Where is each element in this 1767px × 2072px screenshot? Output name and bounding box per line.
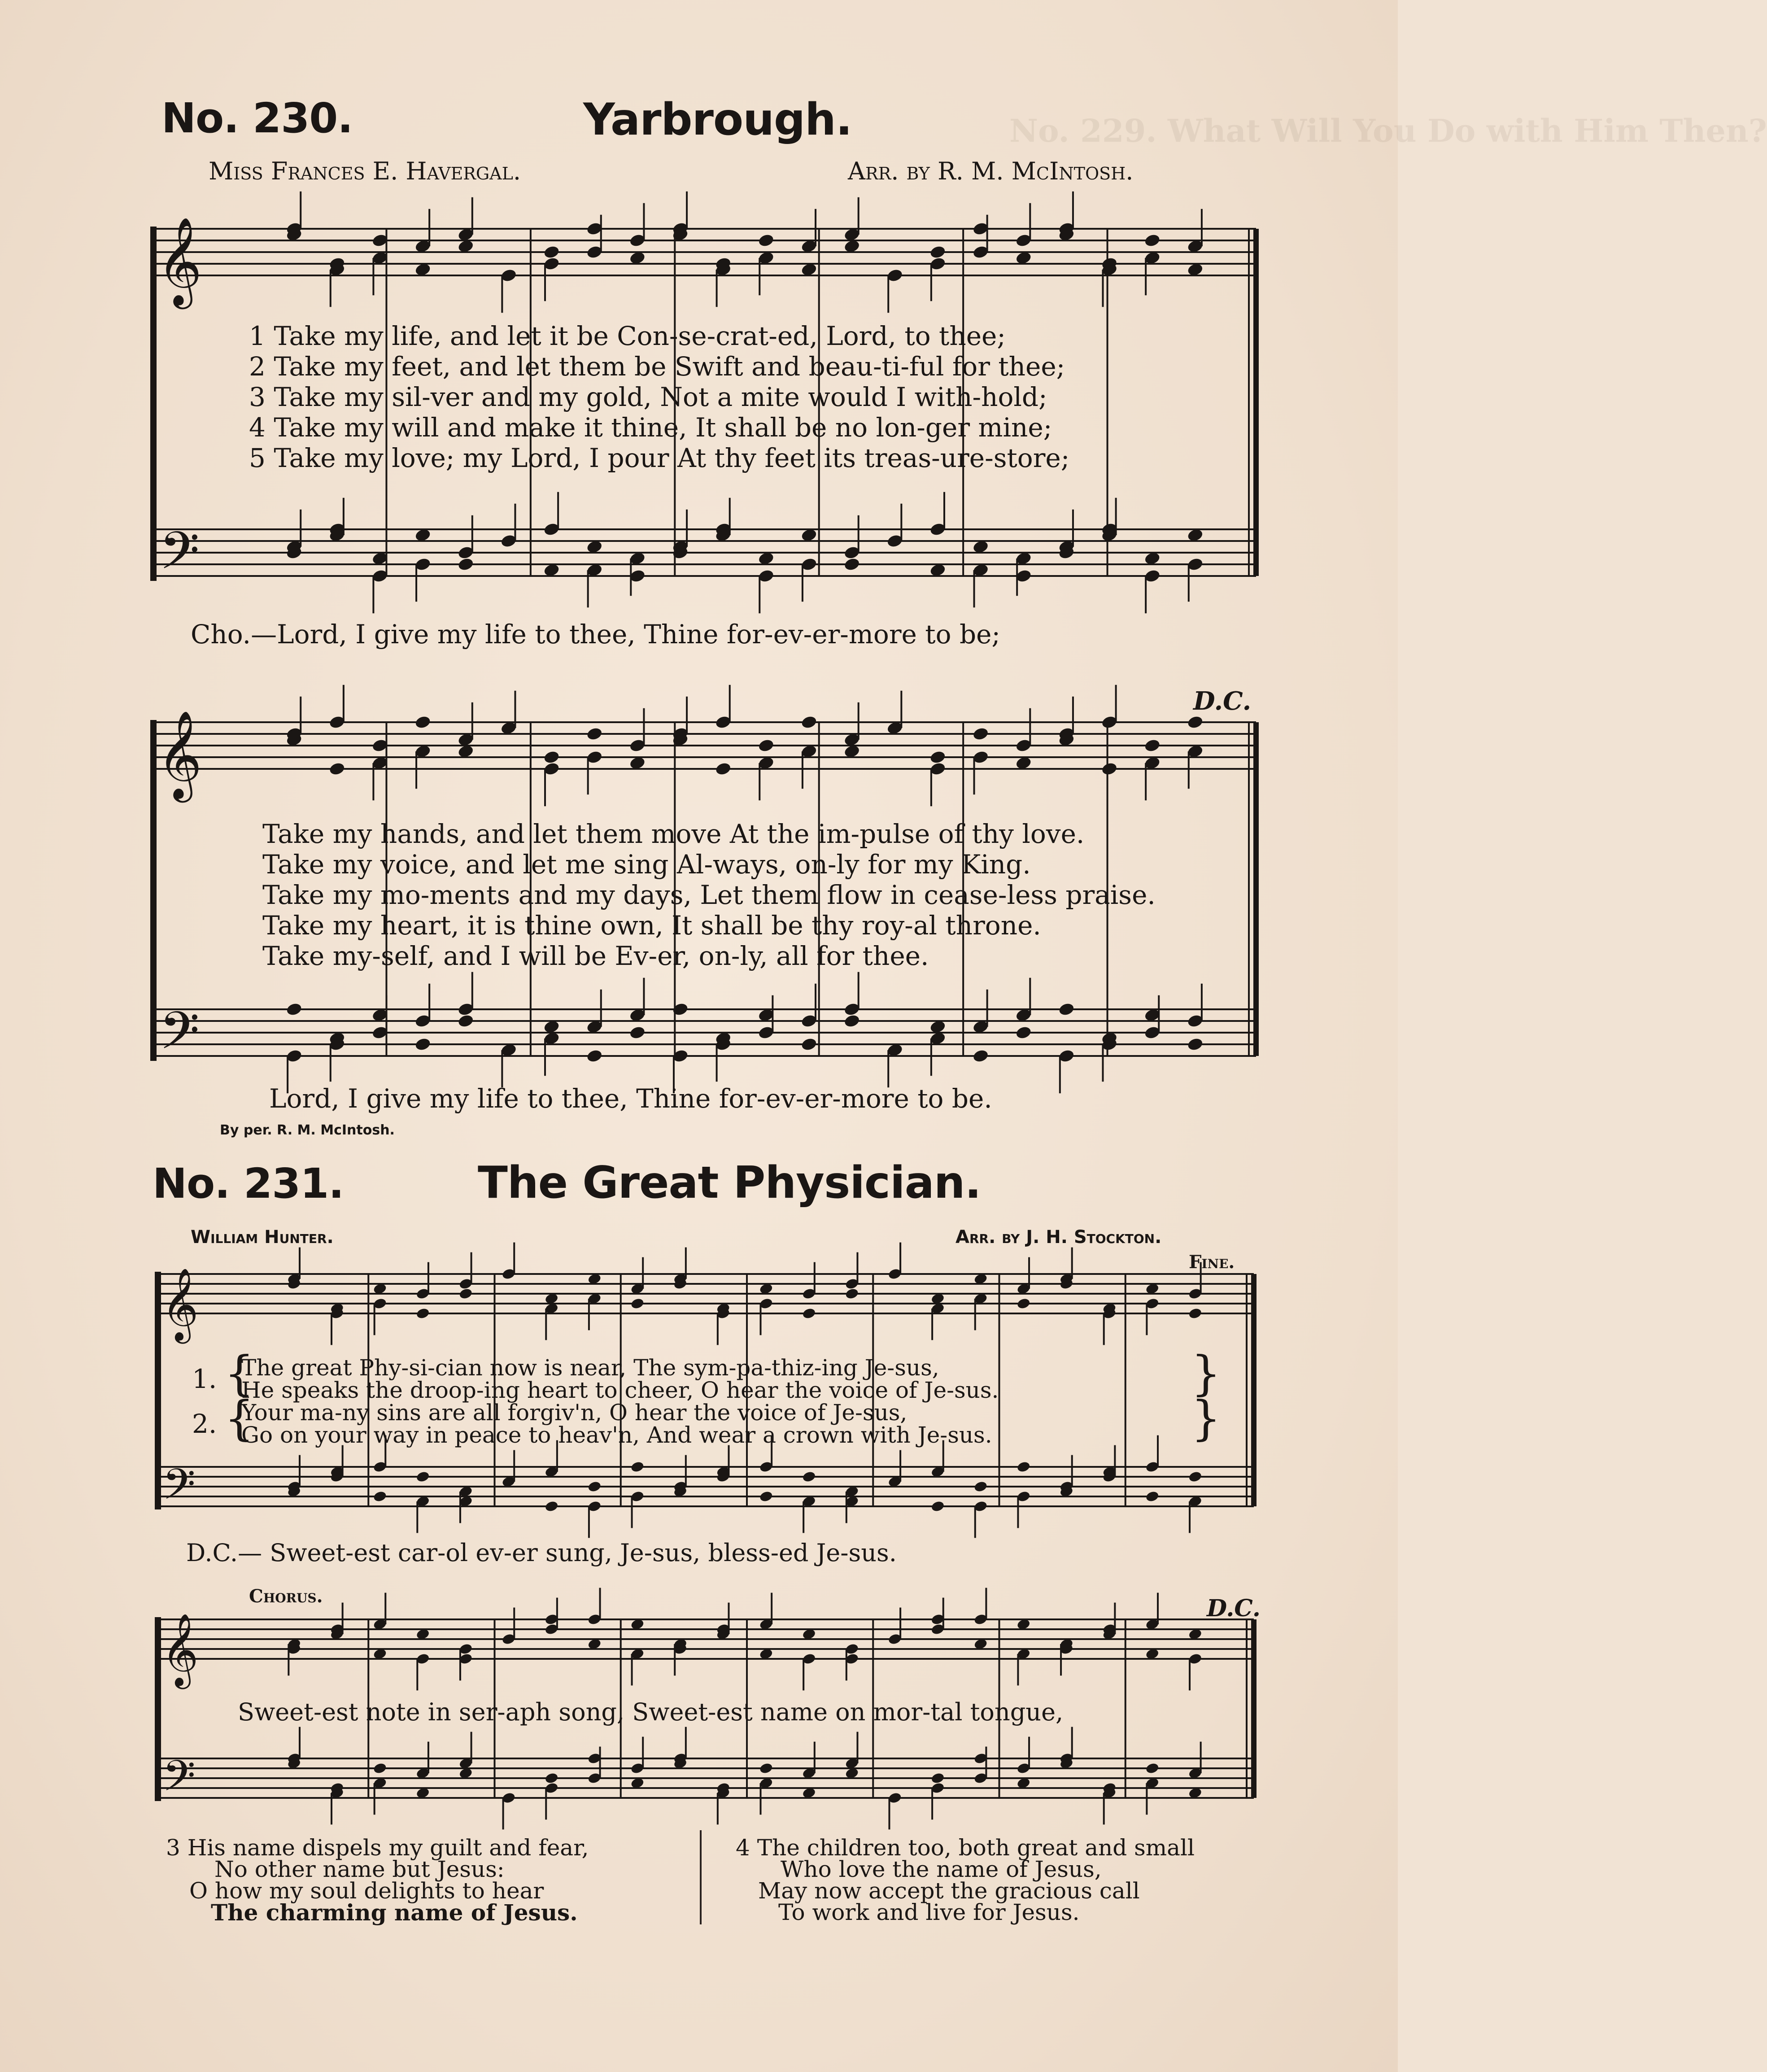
chorus-line: Cho.—Lord, I give my life to thee, Thine for-ev-er-more to be; [191,619,1000,650]
chorus-line: Lord, I give my life to thee, Thine for-ev-er-more to be. [269,1083,992,1114]
note-head [630,1461,645,1473]
note-head [373,1762,387,1775]
note-head [715,761,732,776]
note-head [1017,1461,1031,1473]
treble-clef: 𝄞 [161,1613,199,1686]
lyric-line: Take my hands, and let them move At the im-pulse of thy love. [262,819,1085,849]
dc-line: D.C.— Sweet-est car-ol ev-er sung, Je-sus, bless-ed Je-sus. [186,1539,897,1567]
note-head [1144,233,1161,248]
permission-note: By per. R. M. McIntosh. [220,1122,395,1138]
lyric-line: Take my mo-ments and my days, Let them flow in cease-less praise. [262,880,1156,910]
stanza-3-line: 3 His name dispels my guilt and fear, [166,1835,589,1861]
note-head [629,1025,646,1040]
note-head [930,1500,945,1513]
verse-brace: { [224,1391,254,1446]
note-head [1145,1762,1159,1775]
lyric-line: Take my-self, and I will be Ev-er, on-ly, all for thee. [262,941,929,971]
lyric-line: Take my heart, it is thine own, It shall be thy roy-al throne. [262,910,1041,941]
note-head [587,1480,602,1493]
bass-clef: 𝄢 [159,521,200,594]
lyric-line: 1 Take my life, and let it be Con-se-crat-ed, Lord, to thee; [249,321,1006,351]
dc-marking: D.C. [1207,1595,1261,1622]
note-head [1017,1297,1031,1310]
chorus-line: Sweet-est note in ser-aph song, Sweet-est name on mor-tal tongue, [238,1698,1064,1726]
note-head [1187,1037,1204,1051]
lyric-line: Go on your way in peace to heav'n, And wear a crown with Je-sus. [241,1422,992,1448]
note-head [800,715,817,729]
stanza-4-line: To work and live for Jesus. [778,1899,1080,1925]
note-head [843,557,860,571]
note-head [845,1287,859,1300]
note-head [543,244,560,259]
note-head [373,1490,387,1503]
note-head [1058,1002,1075,1016]
note-head [457,1013,474,1028]
note-head [457,557,474,571]
stanza-3-line: The charming name of Jesus. [211,1899,578,1926]
note-head [802,1307,816,1320]
stanza-4-line: Who love the name of Jesus, [781,1856,1102,1882]
lyric-line: 4 Take my will and make it thine, It shall be no lon-ger mine; [249,412,1052,443]
note-head [973,1480,988,1493]
verse-brace: { [224,1346,254,1401]
note-head [586,726,603,741]
verse-number: 1. [192,1364,217,1394]
treble-clef: 𝄞 [157,710,202,799]
hymn-230-arranger: Arr. by R. M. McIntosh. [848,157,1134,185]
chorus-label: Chorus. [249,1586,323,1607]
hymn-230-title: Yarbrough. [583,94,852,145]
stanza-3-line: No other name but Jesus: [214,1856,505,1882]
note-head [328,761,345,776]
note-head [929,750,946,764]
stanza-3-line: O how my soul delights to hear [189,1878,544,1904]
fine-marking: Fine. [1189,1252,1235,1273]
dc-marking: D.C. [1193,686,1252,716]
bass-clef: 𝄢 [162,1751,196,1811]
note-head [758,738,775,753]
lyric-line: Take my voice, and let me sing Al-ways, on-ly for my King. [262,849,1031,880]
lyric-line: 5 Take my love; my Lord, I pour At thy feet its treas-ure-store; [249,443,1070,473]
bass-clef: 𝄢 [159,1001,200,1074]
lyric-line: He speaks the droop-ing heart to cheer, O hear the voice of Je-sus. [241,1377,999,1403]
note-head [586,1048,603,1063]
verse-brace: } [1191,1346,1221,1401]
stanza-4-line: 4 The children too, both great and small [736,1835,1195,1861]
note-head [930,1772,945,1784]
note-head [759,1490,773,1503]
lyric-line: 3 Take my sil-ver and my gold, Not a mite would I with-hold; [249,382,1047,412]
note-head [1187,715,1204,729]
note-head [544,1500,558,1513]
treble-clef: 𝄞 [157,217,202,305]
note-head [972,1048,989,1063]
hymn-231-title: The Great Physician. [478,1157,981,1208]
verse-brace: } [1191,1391,1221,1446]
note-head [802,1470,816,1483]
note-head [843,1013,860,1028]
lyric-line: The great Phy-si-cian now is near, The sym-pa-thiz-ing Je-sus, [241,1355,939,1381]
treble-clef: 𝄞 [161,1268,199,1341]
note-head [458,1287,473,1300]
hymn-230-author: Miss Frances E. Havergal. [209,157,521,185]
stanza-4-line: May now accept the gracious call [758,1878,1140,1904]
hymn-231-author: William Hunter. [191,1227,334,1248]
note-head [758,233,775,248]
hymn-231-number: No. 231. [153,1160,344,1208]
note-head [286,1002,303,1016]
note-head [1188,1470,1202,1483]
note-head [543,750,560,764]
stanza-divider [700,1830,702,1924]
bass-clef: 𝄢 [162,1460,196,1520]
note-head [759,1762,773,1775]
note-head [1101,761,1118,776]
hymn-230-number: No. 230. [161,94,353,142]
note-head [544,1772,558,1784]
note-head [972,726,989,741]
note-head [929,244,946,259]
verse-number: 2. [192,1409,217,1439]
note-head [415,1307,430,1320]
note-head [1144,738,1161,753]
note-head [800,1037,817,1051]
note-head [1015,1025,1032,1040]
note-head [630,1297,645,1310]
note-head [414,1037,431,1051]
hymn-231-arranger: Arr. by J. H. Stockton. [955,1227,1162,1248]
lyric-line: 2 Take my feet, and let them be Swift and beau-ti-ful for thee; [249,351,1065,382]
bleed-through-text: No. 229. What Will You Do with Him Then? [1009,112,1767,149]
note-head [1188,1307,1202,1320]
note-head [414,715,431,729]
lyric-line: Your ma-ny sins are all forgiv'n, O hear the voice of Je-sus, [241,1400,907,1426]
note-head [1145,1490,1159,1503]
note-head [415,1470,430,1483]
